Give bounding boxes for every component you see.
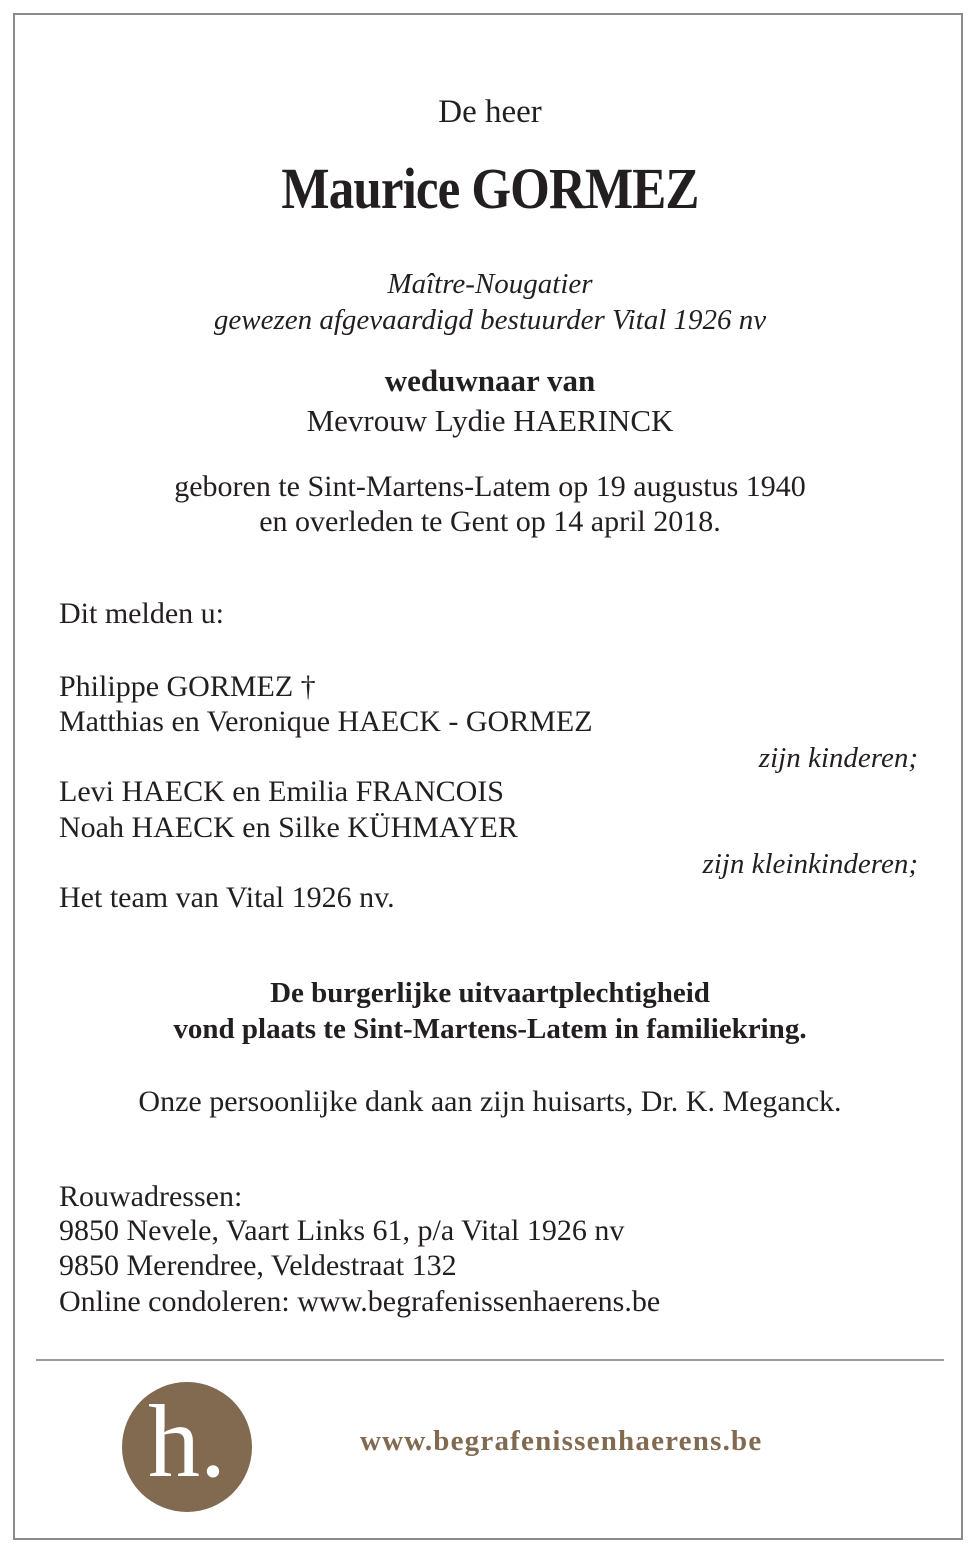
grandchildren-role: zijn kleinkinderen; (702, 848, 918, 880)
title-line-1: Maître-Nougatier (387, 268, 593, 300)
team-line: Het team van Vital 1926 nv. (59, 881, 395, 914)
title-line-2: gewezen afgevaardigd bestuurder Vital 1926 nv (213, 304, 767, 336)
addresses-heading: Rouwadressen: (59, 1180, 243, 1213)
funeral-home-logo (122, 1382, 252, 1512)
child-2: Matthias en Veronique HAECK - GORMEZ (59, 705, 593, 738)
footer-divider (36, 1359, 944, 1361)
address-line-1: 9850 Nevele, Vaart Links 61, p/a Vital 1926 nv (59, 1214, 625, 1247)
salutation: De heer (438, 94, 542, 130)
grandchild-2: Noah HAECK en Silke KÜHMAYER (59, 811, 518, 844)
website-link[interactable]: www.begrafenissenhaerens.be (360, 1425, 763, 1457)
condolence-line: Online condoleren: www.begrafenissenhaerens.be (59, 1285, 661, 1318)
spouse-name: Mevrouw Lydie HAERINCK (306, 403, 674, 438)
deceased-name: Maurice GORMEZ (281, 156, 699, 221)
children-role: zijn kinderen; (758, 742, 918, 774)
ceremony-line-2: vond plaats te Sint-Martens-Latem in familiekring. (173, 1013, 807, 1045)
ceremony-line-1: De burgerlijke uitvaartplechtigheid (270, 977, 710, 1009)
birth-line: geboren te Sint-Martens-Latem op 19 augustus 1940 (174, 470, 806, 503)
grandchild-1: Levi HAECK en Emilia FRANCOIS (59, 775, 504, 808)
widow-intro: weduwnaar van (384, 363, 596, 398)
logo-letter: h. (148, 1384, 226, 1499)
child-1: Philippe GORMEZ † (59, 670, 316, 703)
announce-intro: Dit melden u: (59, 597, 224, 630)
thanks-line: Onze persoonlijke dank aan zijn huisarts, Dr. K. Meganck. (138, 1085, 842, 1118)
address-line-2: 9850 Merendree, Veldestraat 132 (59, 1249, 457, 1282)
death-line: en overleden te Gent op 14 april 2018. (259, 505, 721, 538)
